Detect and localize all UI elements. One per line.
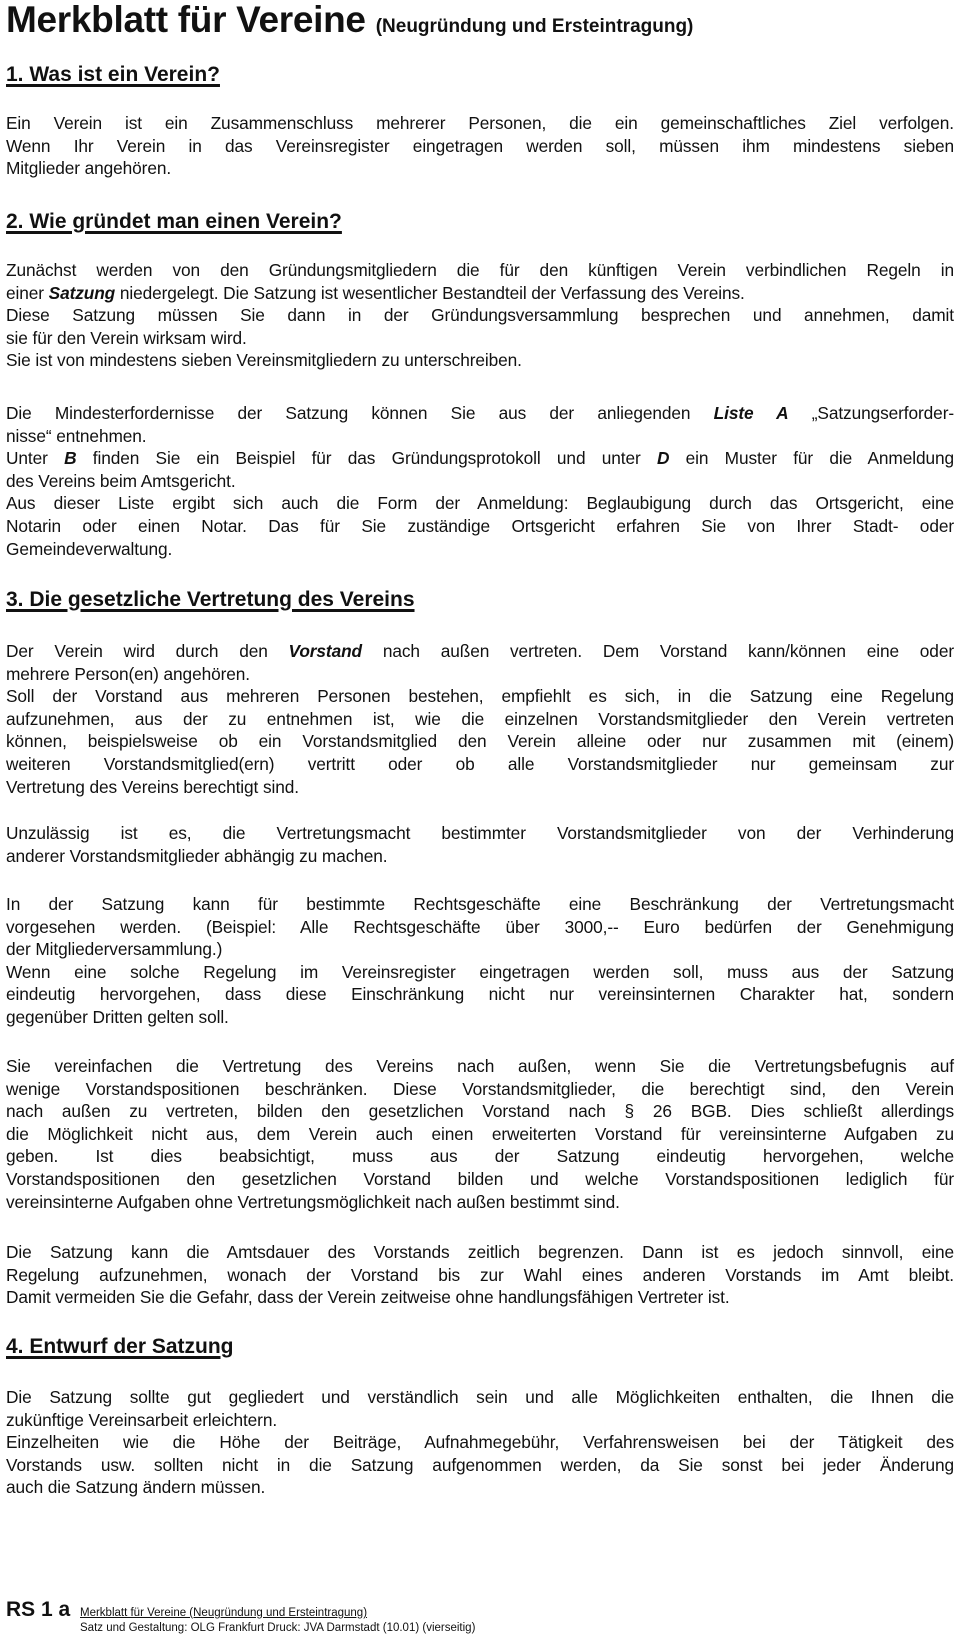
footer-credits: Satz und Gestaltung: OLG Frankfurt Druck: JVA Darmstadt (10.01) (vierseitig) bbox=[80, 1622, 476, 1634]
text-line: Ein Verein ist ein Zusammenschluss mehrerer Personen, die ein gemeinschaftliches Ziel verfolgen. bbox=[6, 113, 954, 133]
emphasis-satzung: Satzung bbox=[48, 282, 116, 303]
text-line: eindeutig hervorgehen, dass diese Einschränkung nicht nur vereinsinternen Charakter hat, sondern bbox=[6, 984, 954, 1005]
text-line: Sie ist von mindestens sieben Vereinsmitgliedern zu unterschreiben. bbox=[6, 350, 522, 371]
section-4-heading: 4. Entwurf der Satzung bbox=[6, 1335, 234, 1358]
emphasis-d: D bbox=[656, 448, 670, 469]
section-2-paragraph-2 bbox=[6, 402, 954, 560]
text-fragment: „Satzungserforder- bbox=[811, 403, 955, 423]
text-line: auch die Satzung ändern müssen. bbox=[6, 1477, 266, 1498]
text-line bbox=[6, 402, 954, 425]
footer-title: Merkblatt für Vereine (Neugründung und Ersteintragung) bbox=[80, 1607, 368, 1619]
section-3-paragraph-3 bbox=[6, 893, 954, 1029]
text-line: Sie vereinfachen die Vertretung des Vereins nach außen, wenn Sie die Vertretungsbefugnis auf bbox=[6, 1056, 954, 1076]
text-fragment: niedergelegt. Die Satzung ist wesentlicher Bestandteil der Verfassung des Vereins. bbox=[119, 282, 745, 303]
text-line: Die Satzung sollte gut gegliedert und verständlich sein und alle Möglichkeiten enthalten, die Ihnen die bbox=[6, 1387, 954, 1407]
text-line: der Mitgliederversammlung.) bbox=[6, 939, 223, 960]
text-line: Vorstands usw. sollten nicht in die Satzung aufgenommen werden, da Sie sonst bei jeder Änderung bbox=[6, 1454, 954, 1475]
section-4-paragraph bbox=[6, 1386, 954, 1499]
text-fragment: Die Mindesterfordernisse der Satzung können Sie aus der anliegenden bbox=[6, 403, 691, 423]
text-line: vereinsinterne Aufgaben ohne Vertretungsmöglichkeit nach außen bestimmt sind. bbox=[6, 1191, 620, 1212]
text-line: aufzunehmen, aus der zu entnehmen ist, wie die einzelnen Vorstandsmitglieder den Verein vertreten bbox=[6, 708, 954, 729]
text-line: Regelung aufzunehmen, wonach der Vorstand bis zur Wahl eines anderen Vorstands im Amt bleibt. bbox=[6, 1264, 954, 1285]
text-line: Diese Satzung müssen Sie dann in der Gründungsversammlung besprechen und annehmen, damit bbox=[6, 305, 954, 326]
text-line: gegenüber Dritten gelten soll. bbox=[6, 1006, 229, 1027]
section-2-paragraph-1 bbox=[6, 259, 954, 372]
text-line: können, beispielsweise ob ein Vorstandsmitglied den Verein alleine oder nur zusammen mit (einem) bbox=[6, 731, 954, 752]
emphasis-b: B bbox=[64, 448, 77, 469]
text-line bbox=[6, 282, 954, 305]
text-line: sie für den Verein wirksam wird. bbox=[6, 327, 247, 348]
text-line: Unzulässig ist es, die Vertretungsmacht bestimmter Vorstandsmitglieder von der Verhinderung bbox=[6, 823, 954, 843]
text-fragment: finden Sie ein Beispiel für das Gründungsprotokoll und unter bbox=[92, 448, 641, 469]
text-line: die Möglichkeit nicht aus, dem Verein auch einen erweiterten Vorstand für vereinsinterne Aufgaben zu bbox=[6, 1123, 954, 1144]
text-fragment: einer bbox=[6, 282, 44, 303]
emphasis-liste-a: Liste A bbox=[713, 403, 789, 423]
text-line bbox=[6, 640, 954, 663]
text-line: Damit vermeiden Sie die Gefahr, dass der Verein zeitweise ohne handlungsfähigen Vertreter ist. bbox=[6, 1287, 730, 1308]
text-line bbox=[6, 447, 954, 470]
emphasis-vorstand: Vorstand bbox=[288, 641, 363, 661]
section-1-heading: 1. Was ist ein Verein? bbox=[6, 63, 220, 86]
text-line: mehrere Person(en) angehören. bbox=[6, 663, 250, 684]
text-line: nisse“ entnehmen. bbox=[6, 425, 147, 446]
text-line: wenige Vorstandspositionen beschränken. Diese Vorstandsmitglieder, die berechtigt sind, den Verein bbox=[6, 1078, 954, 1099]
text-fragment: Unter bbox=[6, 448, 48, 469]
footer-form-code: RS 1 a bbox=[6, 1598, 71, 1621]
title-subtitle: (Neugründung und Ersteintragung) bbox=[375, 16, 694, 37]
text-line: des Vereins beim Amtsgericht. bbox=[6, 470, 236, 491]
text-line: vorgesehen werden. (Beispiel: Alle Rechtsgeschäfte über 3000,-- Euro bedürfen der Genehmigung bbox=[6, 916, 954, 937]
text-line: Notarin oder einen Notar. Das für Sie zuständige Ortsgericht erfahren Sie von Ihrer Stadt- oder bbox=[6, 515, 954, 536]
text-line: nach außen zu vertreten, bilden den gesetzlichen Vorstand nach § 26 BGB. Dies schließt allerdings bbox=[6, 1101, 954, 1122]
document-title bbox=[6, 0, 693, 47]
text-line: Vertretung des Vereins berechtigt sind. bbox=[6, 776, 299, 797]
section-3-paragraph-5 bbox=[6, 1241, 954, 1309]
title-main: Merkblatt für Vereine bbox=[6, 0, 366, 40]
text-line: Vorstandspositionen den gesetzlichen Vorstand bilden und welche Vorstandspositionen lediglich für bbox=[6, 1168, 954, 1189]
text-fragment: ein Muster für die Anmeldung bbox=[685, 448, 954, 469]
text-line: Wenn Ihr Verein in das Vereinsregister eingetragen werden soll, müssen ihm mindestens sieben bbox=[6, 135, 954, 156]
text-line: anderer Vorstandsmitglieder abhängig zu machen. bbox=[6, 845, 388, 866]
text-line: weiteren Vorstandsmitglied(ern) vertritt oder ob alle Vorstandsmitglieder nur gemeinsam zur bbox=[6, 753, 954, 774]
text-line: zukünftige Vereinsarbeit erleichtern. bbox=[6, 1409, 278, 1430]
text-line: In der Satzung kann für bestimmte Rechtsgeschäfte eine Beschränkung der Vertretungsmacht bbox=[6, 894, 954, 914]
text-line: Soll der Vorstand aus mehreren Personen bestehen, empfiehlt es sich, in die Satzung eine Regelung bbox=[6, 686, 954, 707]
text-line: Einzelheiten wie die Höhe der Beiträge, Aufnahmegebühr, Verfahrensweisen bei der Tätigkeit des bbox=[6, 1432, 954, 1453]
section-3-paragraph-2 bbox=[6, 822, 954, 867]
section-1-paragraph bbox=[6, 112, 954, 180]
text-line: Mitglieder angehören. bbox=[6, 158, 172, 179]
text-line: Wenn eine solche Regelung im Vereinsregister eingetragen werden soll, muss aus der Satzung bbox=[6, 961, 954, 982]
section-3-paragraph-4 bbox=[6, 1055, 954, 1213]
text-line: Die Satzung kann die Amtsdauer des Vorstands zeitlich begrenzen. Dann ist es jedoch sinnvoll, eine bbox=[6, 1242, 954, 1262]
section-3-heading: 3. Die gesetzliche Vertretung des Vereins bbox=[6, 588, 415, 611]
text-fragment: nach außen vertreten. Dem Vorstand kann/können eine oder bbox=[382, 641, 954, 661]
text-line: geben. Ist dies beabsichtigt, muss aus der Satzung eindeutig hervorgehen, welche bbox=[6, 1146, 954, 1167]
text-line: Gemeindeverwaltung. bbox=[6, 538, 173, 559]
text-line: Zunächst werden von den Gründungsmitgliedern die für den künftigen Verein verbindlichen Regeln in bbox=[6, 260, 954, 280]
section-3-paragraph-1 bbox=[6, 640, 954, 798]
section-2-heading: 2. Wie gründet man einen Verein? bbox=[6, 210, 342, 233]
text-fragment: Der Verein wird durch den bbox=[6, 641, 268, 661]
text-line: Aus dieser Liste ergibt sich auch die Form der Anmeldung: Beglaubigung durch das Ortsgericht, eine bbox=[6, 493, 954, 514]
